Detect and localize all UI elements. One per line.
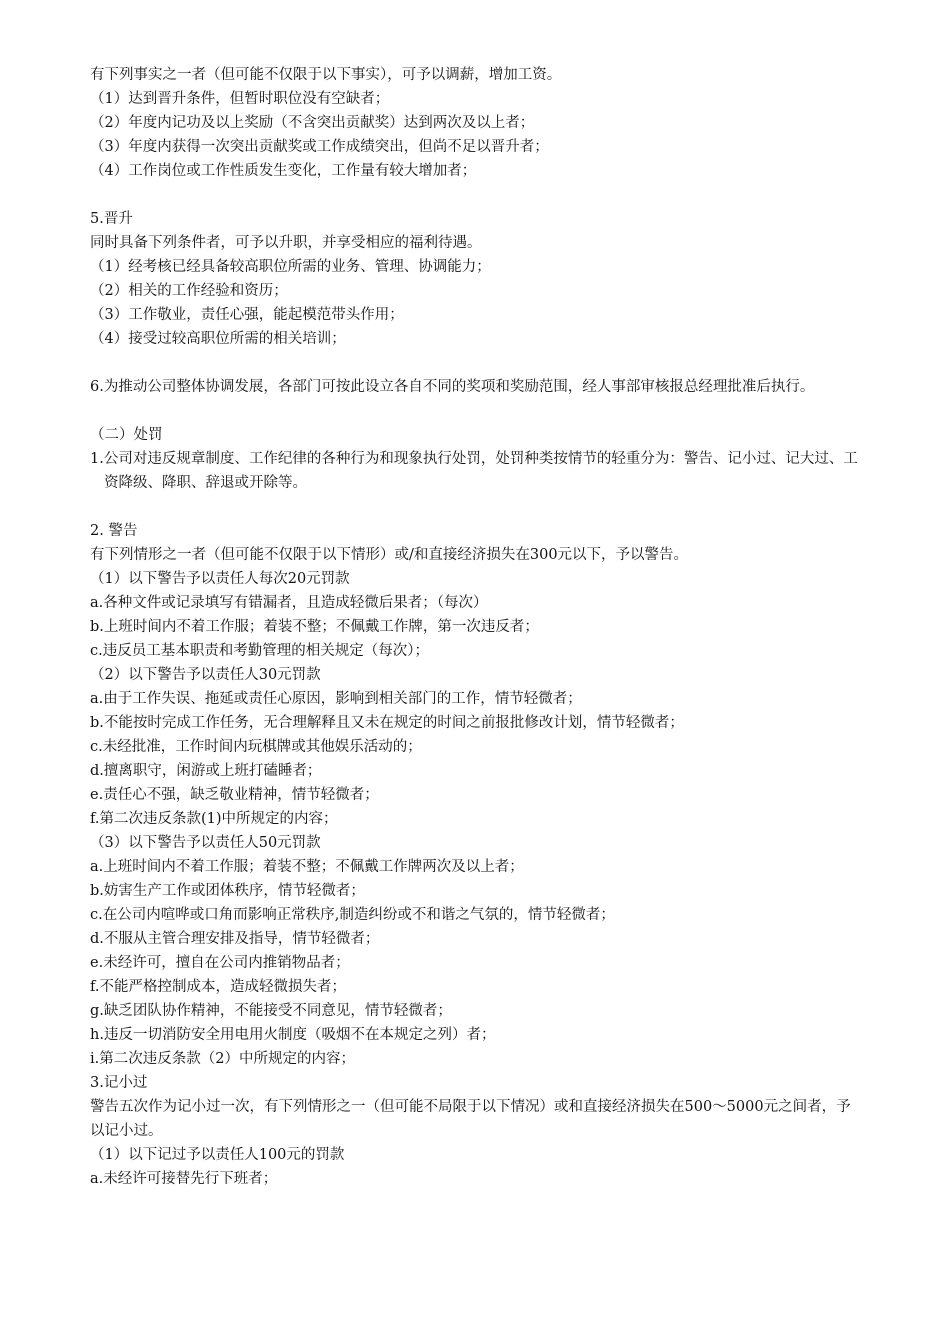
raise-item: （1）达到晋升条件，但暂时职位没有空缺者； [90, 91, 390, 107]
warning-item: c.在公司内喧哗或口角而影响正常秩序,制造纠纷或不和谐之气氛的，情节轻微者； [90, 907, 615, 923]
minor-demerit-group-title: （1）以下记过予以责任人100元的罚款 [90, 1147, 345, 1163]
promotion-item: （4）接受过较高职位所需的相关培训； [90, 331, 346, 347]
minor-demerit-item: a.未经许可接替先行下班者； [90, 1171, 278, 1187]
warning-group-title: （2）以下警告予以责任人30元罚款 [90, 667, 321, 683]
warning-item: d.擅离职守，闲游或上班打磕睡者； [90, 763, 322, 779]
spacer [90, 399, 865, 423]
warning-group-title: （3）以下警告予以责任人50元罚款 [90, 835, 321, 851]
promotion-intro: 同时具备下列条件者，可予以升职，并享受相应的福利待遇。 [90, 235, 482, 251]
warning-item: a.各种文件或记录填写有错漏者，且造成轻微后果者；（每次） [90, 595, 488, 611]
minor-demerit-heading: 3.记小过 [90, 1075, 148, 1091]
punishment-heading: （二）处罚 [90, 427, 163, 443]
spacer [90, 495, 865, 519]
section-6-paragraph: 6.为推动公司整体协调发展，各部门可按此设立各自不同的奖项和奖励范围，经人事部审核报总经理批准后执行。 [90, 379, 815, 395]
warning-item: b.上班时间内不着工作服；着装不整；不佩戴工作牌，第一次违反者； [90, 619, 539, 635]
promotion-item: （1）经考核已经具备较高职位所需的业务、管理、协调能力； [90, 259, 491, 275]
document-page [90, 63, 865, 1191]
warning-item: d.不服从主管合理安排及指导，情节轻微者； [90, 931, 380, 947]
warning-item: b.妨害生产工作或团体秩序，情节轻微者； [90, 883, 365, 899]
warning-item: e.责任心不强，缺乏敬业精神，情节轻微者； [90, 787, 379, 803]
raise-item: （4）工作岗位或工作性质发生变化，工作量有较大增加者； [90, 163, 477, 179]
warning-item: b.不能按时完成工作任务，无合理解释且又未在规定的时间之前报批修改计划，情节轻微者； [90, 715, 684, 731]
warning-item: c.违反员工基本职责和考勤管理的相关规定（每次）； [90, 643, 429, 659]
raise-item: （2）年度内记功及以上奖励（不含突出贡献奖）达到两次及以上者； [90, 115, 535, 131]
warning-group-title: （1）以下警告予以责任人每次20元罚款 [90, 571, 350, 587]
raise-item: （3）年度内获得一次突出贡献奖或工作成绩突出，但尚不足以晋升者； [90, 139, 549, 155]
spacer [90, 183, 865, 207]
warning-heading: 2. 警告 [90, 523, 138, 539]
warning-item: i.第二次违反条款（2）中所规定的内容； [90, 1051, 355, 1067]
warning-item: c.未经批准，工作时间内玩棋牌或其他娱乐活动的； [90, 739, 422, 755]
spacer [90, 351, 865, 375]
warning-item: h.违反一切消防安全用电用火制度（吸烟不在本规定之列）者； [90, 1027, 496, 1043]
warning-item: a.上班时间内不着工作服；着装不整；不佩戴工作牌两次及以上者； [90, 859, 524, 875]
raise-intro: 有下列事实之一者（但可能不仅限于以下事实），可予以调薪，增加工资。 [90, 67, 562, 83]
warning-item: a.由于工作失误、拖延或责任心原因，影响到相关部门的工作，情节轻微者； [90, 691, 582, 707]
promotion-item: （2）相关的工作经验和资历； [90, 283, 288, 299]
minor-demerit-intro: 警告五次作为记小过一次，有下列情形之一（但可能不局限于以下情况）或和直接经济损失在500～5000元之间者，予以记小过。 [90, 1099, 851, 1139]
promotion-item: （3）工作敬业，责任心强，能起模范带头作用； [90, 307, 404, 323]
warning-intro: 有下列情形之一者（但可能不仅限于以下情形）或/和直接经济损失在300元以下，予以警告。 [90, 547, 689, 563]
warning-item: g.缺乏团队协作精神，不能接受不同意见，情节轻微者； [90, 1003, 452, 1019]
warning-item: f.第二次违反条款(1)中所规定的内容； [90, 811, 338, 827]
punishment-paragraph-1: 1.公司对违反规章制度、工作纪律的各种行为和现象执行处罚，处罚种类按情节的轻重分为：警告、记小过、记大过、工资降级、降职、辞退或开除等。 [90, 451, 858, 491]
warning-item: f.不能严格控制成本，造成轻微损失者； [90, 979, 346, 995]
warning-item: e.未经许可，擅自在公司内推销物品者； [90, 955, 350, 971]
promotion-heading: 5.晋升 [90, 211, 133, 227]
